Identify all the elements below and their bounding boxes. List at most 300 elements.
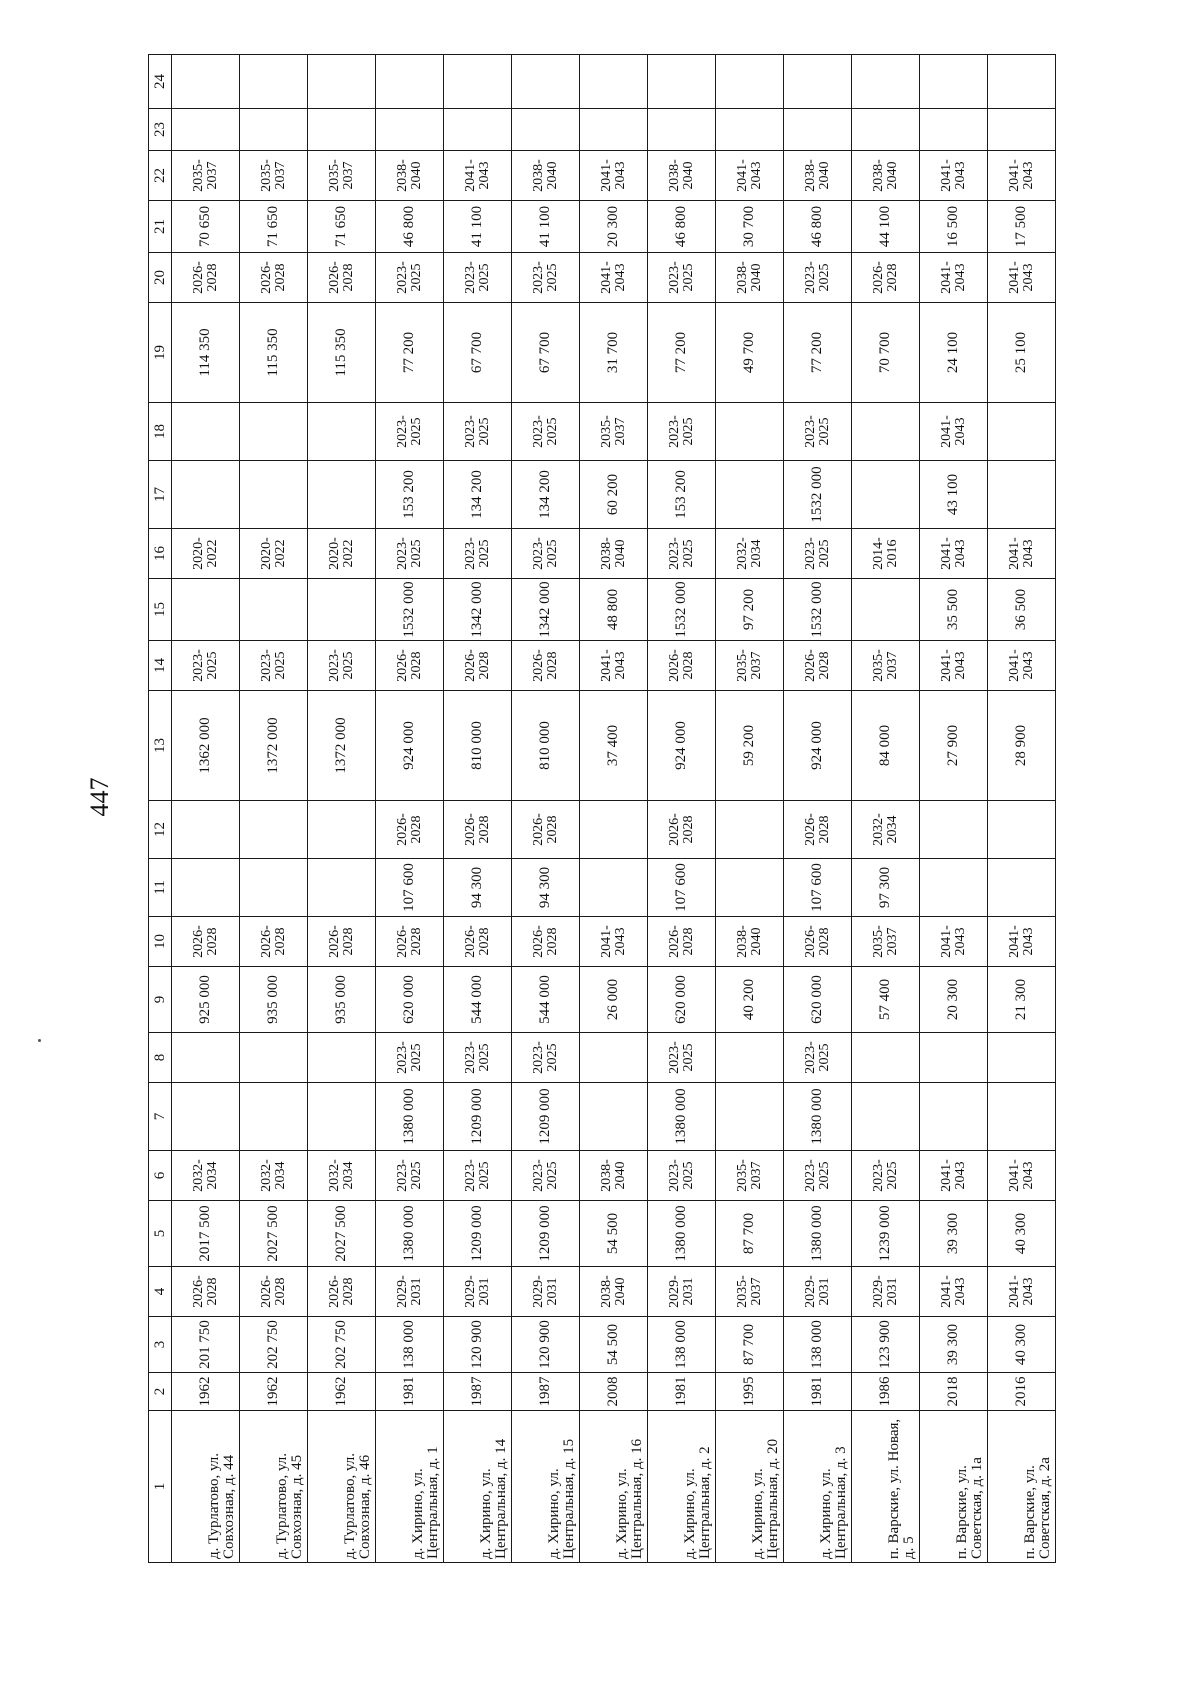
table-cell [716, 1083, 784, 1151]
table-cell: 46 800 [376, 201, 444, 253]
period-cell: 2032-2034 [716, 529, 784, 579]
table-cell: 40 200 [716, 967, 784, 1033]
period-cell: 2041-2043 [920, 1151, 988, 1201]
table-cell: 2018 [920, 1373, 988, 1411]
table-cell [172, 801, 240, 859]
table-cell: 46 800 [784, 201, 852, 253]
column-number-header: 12 [149, 801, 172, 859]
table-cell: 115 350 [240, 303, 308, 403]
period-cell: 2026-2028 [648, 917, 716, 967]
table-cell: 1380 000 [784, 1083, 852, 1151]
table-cell [376, 109, 444, 151]
table-cell [512, 109, 580, 151]
period-cell: 2023-2025 [852, 1151, 920, 1201]
table-cell [716, 403, 784, 461]
table-cell: 94 300 [512, 859, 580, 917]
table-cell: 925 000 [172, 967, 240, 1033]
table-cell: 36 500 [988, 579, 1056, 641]
period-cell: 2041-2043 [920, 641, 988, 691]
column-number-header: 7 [149, 1083, 172, 1151]
table-cell [240, 579, 308, 641]
period-cell: 2029-2031 [444, 1267, 512, 1317]
period-cell: 2020-2022 [172, 529, 240, 579]
period-cell: 2023-2025 [444, 1151, 512, 1201]
table-cell: 1532 000 [784, 461, 852, 529]
column-number-header: 19 [149, 303, 172, 403]
table-cell: 26 000 [580, 967, 648, 1033]
period-cell: 2026-2028 [444, 641, 512, 691]
period-cell: 2014-2016 [852, 529, 920, 579]
period-cell: 2041-2043 [920, 151, 988, 201]
table-cell: 115 350 [308, 303, 376, 403]
table-cell: 1981 [648, 1373, 716, 1411]
period-cell: 2035-2037 [716, 1267, 784, 1317]
period-cell: 2026-2028 [784, 641, 852, 691]
page-number: 447 [85, 777, 114, 817]
table-cell: 1372 000 [308, 691, 376, 801]
period-cell: 2029-2031 [648, 1267, 716, 1317]
table-cell: 20 300 [580, 201, 648, 253]
table-cell [308, 461, 376, 529]
table-cell: 71 650 [308, 201, 376, 253]
table-cell [716, 109, 784, 151]
rotated-table-container [148, 55, 1056, 1563]
address-cell: д. Хирино, ул. Центральная, д. 14 [444, 1411, 512, 1563]
table-row [648, 55, 716, 1563]
table-cell: 70 650 [172, 201, 240, 253]
table-cell: 27 900 [920, 691, 988, 801]
table-cell [308, 801, 376, 859]
table-cell: 77 200 [376, 303, 444, 403]
table-cell: 1209 000 [512, 1201, 580, 1267]
table-cell: 153 200 [648, 461, 716, 529]
period-cell: 2023-2025 [444, 253, 512, 303]
column-number-header: 24 [149, 55, 172, 109]
period-cell: 2026-2028 [308, 253, 376, 303]
table-cell [172, 403, 240, 461]
table-cell: 48 800 [580, 579, 648, 641]
period-cell: 2023-2025 [376, 1033, 444, 1083]
table-cell [852, 403, 920, 461]
table-cell [240, 461, 308, 529]
table-cell: 84 000 [852, 691, 920, 801]
table-cell: 25 100 [988, 303, 1056, 403]
table-cell: 44 100 [852, 201, 920, 253]
table-cell: 544 000 [444, 967, 512, 1033]
table-body [172, 55, 1056, 1563]
table-cell [988, 1033, 1056, 1083]
table-cell: 94 300 [444, 859, 512, 917]
address-cell: д. Турлатово, ул. Совхозная, д. 45 [240, 1411, 308, 1563]
table-cell: 1380 000 [784, 1201, 852, 1267]
table-cell [580, 1083, 648, 1151]
table-cell: 1987 [444, 1373, 512, 1411]
period-cell: 2023-2025 [648, 403, 716, 461]
table-cell [308, 859, 376, 917]
table-cell [988, 859, 1056, 917]
period-cell: 2035-2037 [852, 917, 920, 967]
table-cell [784, 109, 852, 151]
table-cell [716, 55, 784, 109]
table-cell: 134 200 [512, 461, 580, 529]
address-cell: д. Хирино, ул. Центральная, д. 16 [580, 1411, 648, 1563]
table-cell [240, 55, 308, 109]
table-cell: 107 600 [376, 859, 444, 917]
period-cell: 2023-2025 [784, 1151, 852, 1201]
scan-speck [38, 1039, 41, 1042]
period-cell: 2023-2025 [648, 1151, 716, 1201]
table-cell: 134 200 [444, 461, 512, 529]
period-cell: 2035-2037 [716, 1151, 784, 1201]
table-cell: 1209 000 [444, 1083, 512, 1151]
table-cell [240, 859, 308, 917]
address-cell: п. Варские, ул. Советская, д. 1а [920, 1411, 988, 1563]
period-cell: 2041-2043 [444, 151, 512, 201]
address-cell: д. Турлатово, ул. Совхозная, д. 44 [172, 1411, 240, 1563]
table-cell [920, 1083, 988, 1151]
table-cell [444, 55, 512, 109]
period-cell: 2038-2040 [784, 151, 852, 201]
table-cell: 21 300 [988, 967, 1056, 1033]
table-cell: 924 000 [648, 691, 716, 801]
table-cell [716, 461, 784, 529]
period-cell: 2029-2031 [784, 1267, 852, 1317]
period-cell: 2041-2043 [920, 529, 988, 579]
period-cell: 2023-2025 [376, 1151, 444, 1201]
table-row [308, 55, 376, 1563]
table-cell: 1380 000 [376, 1201, 444, 1267]
period-cell: 2035-2037 [240, 151, 308, 201]
period-cell: 2041-2043 [920, 1267, 988, 1317]
period-cell: 2026-2028 [376, 917, 444, 967]
period-cell: 2041-2043 [580, 917, 648, 967]
table-cell: 54 500 [580, 1201, 648, 1267]
period-cell: 2023-2025 [784, 1033, 852, 1083]
table-row [920, 55, 988, 1563]
table-cell: 87 700 [716, 1201, 784, 1267]
period-cell: 2023-2025 [648, 1033, 716, 1083]
period-cell: 2026-2028 [376, 801, 444, 859]
table-cell: 2008 [580, 1373, 648, 1411]
table-cell: 57 400 [852, 967, 920, 1033]
period-cell: 2041-2043 [988, 529, 1056, 579]
period-cell: 2023-2025 [376, 529, 444, 579]
column-number-header: 2 [149, 1373, 172, 1411]
column-number-header: 17 [149, 461, 172, 529]
period-cell: 2026-2028 [172, 917, 240, 967]
table-row [512, 55, 580, 1563]
column-number-row [149, 55, 172, 1563]
period-cell: 2032-2034 [240, 1151, 308, 1201]
table-cell: 1362 000 [172, 691, 240, 801]
table-cell [988, 461, 1056, 529]
period-cell: 2032-2034 [308, 1151, 376, 1201]
period-cell: 2041-2043 [988, 917, 1056, 967]
column-number-header: 21 [149, 201, 172, 253]
period-cell: 2038-2040 [376, 151, 444, 201]
period-cell: 2041-2043 [580, 151, 648, 201]
period-cell: 2020-2022 [240, 529, 308, 579]
table-cell [852, 1033, 920, 1083]
table-cell: 1962 [172, 1373, 240, 1411]
column-number-header: 20 [149, 253, 172, 303]
table-cell [852, 109, 920, 151]
period-cell: 2032-2034 [852, 801, 920, 859]
column-number-header: 1 [149, 1411, 172, 1563]
period-cell: 2023-2025 [444, 529, 512, 579]
table-cell: 810 000 [512, 691, 580, 801]
table-cell [852, 55, 920, 109]
table-cell: 1995 [716, 1373, 784, 1411]
table-cell: 107 600 [648, 859, 716, 917]
table-cell: 1532 000 [784, 579, 852, 641]
period-cell: 2023-2025 [308, 641, 376, 691]
table-cell [920, 1033, 988, 1083]
address-cell: п. Варские, ул. Советская, д. 2а [988, 1411, 1056, 1563]
period-cell: 2038-2040 [580, 529, 648, 579]
period-cell: 2035-2037 [716, 641, 784, 691]
period-cell: 2026-2028 [512, 801, 580, 859]
table-cell [240, 1083, 308, 1151]
table-cell [172, 859, 240, 917]
table-cell: 1342 000 [512, 579, 580, 641]
period-cell: 2023-2025 [512, 1033, 580, 1083]
table-cell [784, 55, 852, 109]
period-cell: 2023-2025 [784, 529, 852, 579]
address-cell: д. Хирино, ул. Центральная, д. 2 [648, 1411, 716, 1563]
table-row [580, 55, 648, 1563]
table-cell [172, 579, 240, 641]
table-cell: 2016 [988, 1373, 1056, 1411]
period-cell: 2026-2028 [308, 1267, 376, 1317]
period-cell: 2026-2028 [308, 917, 376, 967]
period-cell: 2023-2025 [512, 253, 580, 303]
table-cell: 1532 000 [648, 579, 716, 641]
period-cell: 2041-2043 [988, 641, 1056, 691]
table-cell [172, 1083, 240, 1151]
address-cell: д. Турлатово, ул. Совхозная, д. 46 [308, 1411, 376, 1563]
table-cell [716, 801, 784, 859]
table-cell: 924 000 [784, 691, 852, 801]
period-cell: 2035-2037 [852, 641, 920, 691]
table-row [376, 55, 444, 1563]
table-cell: 544 000 [512, 967, 580, 1033]
table-cell [988, 55, 1056, 109]
table-cell: 24 100 [920, 303, 988, 403]
table-cell: 138 000 [648, 1317, 716, 1373]
table-cell [716, 859, 784, 917]
period-cell: 2023-2025 [784, 403, 852, 461]
period-cell: 2026-2028 [852, 253, 920, 303]
period-cell: 2023-2025 [444, 1033, 512, 1083]
table-cell [376, 55, 444, 109]
period-cell: 2038-2040 [852, 151, 920, 201]
period-cell: 2026-2028 [444, 801, 512, 859]
table-cell: 1239 000 [852, 1201, 920, 1267]
period-cell: 2026-2028 [240, 917, 308, 967]
table-cell: 54 500 [580, 1317, 648, 1373]
table-cell [920, 55, 988, 109]
table-cell: 1209 000 [512, 1083, 580, 1151]
table-row [444, 55, 512, 1563]
table-cell [308, 55, 376, 109]
table-cell [920, 801, 988, 859]
period-cell: 2038-2040 [716, 917, 784, 967]
table-cell [240, 801, 308, 859]
table-cell: 201 750 [172, 1317, 240, 1373]
column-number-header: 23 [149, 109, 172, 151]
period-cell: 2023-2025 [376, 403, 444, 461]
table-cell [580, 109, 648, 151]
table-cell: 46 800 [648, 201, 716, 253]
period-cell: 2038-2040 [716, 253, 784, 303]
table-cell [580, 1033, 648, 1083]
period-cell: 2041-2043 [988, 1151, 1056, 1201]
period-cell: 2041-2043 [988, 151, 1056, 201]
table-cell: 37 400 [580, 691, 648, 801]
table-cell: 935 000 [240, 967, 308, 1033]
table-cell [920, 109, 988, 151]
table-cell: 924 000 [376, 691, 444, 801]
table-cell: 40 300 [988, 1201, 1056, 1267]
period-cell: 2029-2031 [852, 1267, 920, 1317]
table-row [852, 55, 920, 1563]
period-cell: 2041-2043 [920, 253, 988, 303]
table-cell: 97 300 [852, 859, 920, 917]
table-cell: 120 900 [512, 1317, 580, 1373]
table-cell: 1986 [852, 1373, 920, 1411]
table-cell: 1532 000 [376, 579, 444, 641]
table-cell: 70 700 [852, 303, 920, 403]
table-row [716, 55, 784, 1563]
table-cell [240, 1033, 308, 1083]
column-number-header: 22 [149, 151, 172, 201]
table-row [784, 55, 852, 1563]
table-cell: 1380 000 [376, 1083, 444, 1151]
period-cell: 2032-2034 [172, 1151, 240, 1201]
period-cell: 2026-2028 [648, 801, 716, 859]
period-cell: 2023-2025 [784, 253, 852, 303]
table-cell [308, 1033, 376, 1083]
period-cell: 2035-2037 [308, 151, 376, 201]
period-cell: 2035-2037 [172, 151, 240, 201]
table-cell: 17 500 [988, 201, 1056, 253]
period-cell: 2023-2025 [648, 529, 716, 579]
table-cell: 43 100 [920, 461, 988, 529]
table-row [172, 55, 240, 1563]
table-cell: 202 750 [240, 1317, 308, 1373]
table-cell: 2017 500 [172, 1201, 240, 1267]
table-cell [444, 109, 512, 151]
period-cell: 2023-2025 [240, 641, 308, 691]
table-cell [988, 109, 1056, 151]
table-cell [988, 403, 1056, 461]
period-cell: 2038-2040 [580, 1267, 648, 1317]
table-cell: 620 000 [784, 967, 852, 1033]
table-cell: 40 300 [988, 1317, 1056, 1373]
period-cell: 2029-2031 [512, 1267, 580, 1317]
repair-schedule-table [148, 54, 1056, 1563]
table-cell: 77 200 [648, 303, 716, 403]
table-cell: 67 700 [512, 303, 580, 403]
period-cell: 2026-2028 [240, 253, 308, 303]
table-cell [580, 801, 648, 859]
table-cell [648, 55, 716, 109]
table-cell [172, 55, 240, 109]
table-cell: 120 900 [444, 1317, 512, 1373]
table-cell: 1981 [784, 1373, 852, 1411]
period-cell: 2041-2043 [580, 253, 648, 303]
table-cell: 60 200 [580, 461, 648, 529]
table-cell [308, 1083, 376, 1151]
table-cell: 41 100 [444, 201, 512, 253]
column-number-header: 16 [149, 529, 172, 579]
column-number-header: 14 [149, 641, 172, 691]
table-cell: 31 700 [580, 303, 648, 403]
table-cell: 67 700 [444, 303, 512, 403]
table-cell: 41 100 [512, 201, 580, 253]
table-row [240, 55, 308, 1563]
period-cell: 2023-2025 [376, 253, 444, 303]
column-number-header: 8 [149, 1033, 172, 1083]
address-cell: д. Хирино, ул. Центральная, д. 3 [784, 1411, 852, 1563]
table-cell: 114 350 [172, 303, 240, 403]
table-cell: 1372 000 [240, 691, 308, 801]
table-cell [240, 109, 308, 151]
column-number-header: 3 [149, 1317, 172, 1373]
table-cell: 202 750 [308, 1317, 376, 1373]
period-cell: 2026-2028 [172, 253, 240, 303]
table-cell [580, 859, 648, 917]
address-cell: д. Хирино, ул. Центральная, д. 15 [512, 1411, 580, 1563]
table-cell: 1342 000 [444, 579, 512, 641]
period-cell: 2023-2025 [444, 403, 512, 461]
column-number-header: 6 [149, 1151, 172, 1201]
table-cell: 35 500 [920, 579, 988, 641]
table-cell [172, 109, 240, 151]
table-cell: 49 700 [716, 303, 784, 403]
period-cell: 2023-2025 [512, 1151, 580, 1201]
period-cell: 2026-2028 [648, 641, 716, 691]
period-cell: 2026-2028 [512, 917, 580, 967]
column-number-header: 5 [149, 1201, 172, 1267]
address-cell: п. Варские, ул. Новая, д. 5 [852, 1411, 920, 1563]
column-number-header: 9 [149, 967, 172, 1033]
table-cell: 39 300 [920, 1201, 988, 1267]
table-cell: 1209 000 [444, 1201, 512, 1267]
period-cell: 2026-2028 [240, 1267, 308, 1317]
table-cell: 16 500 [920, 201, 988, 253]
column-number-header: 18 [149, 403, 172, 461]
column-number-header: 13 [149, 691, 172, 801]
column-number-header: 11 [149, 859, 172, 917]
period-cell: 2041-2043 [920, 403, 988, 461]
table-cell [988, 801, 1056, 859]
table-cell: 935 000 [308, 967, 376, 1033]
table-cell [308, 109, 376, 151]
table-cell: 77 200 [784, 303, 852, 403]
period-cell: 2041-2043 [716, 151, 784, 201]
table-cell [852, 579, 920, 641]
table-cell: 2027 500 [240, 1201, 308, 1267]
table-cell: 1380 000 [648, 1083, 716, 1151]
table-cell: 153 200 [376, 461, 444, 529]
table-cell: 97 200 [716, 579, 784, 641]
period-cell: 2038-2040 [580, 1151, 648, 1201]
period-cell: 2023-2025 [512, 529, 580, 579]
table-cell: 1962 [240, 1373, 308, 1411]
period-cell: 2023-2025 [172, 641, 240, 691]
